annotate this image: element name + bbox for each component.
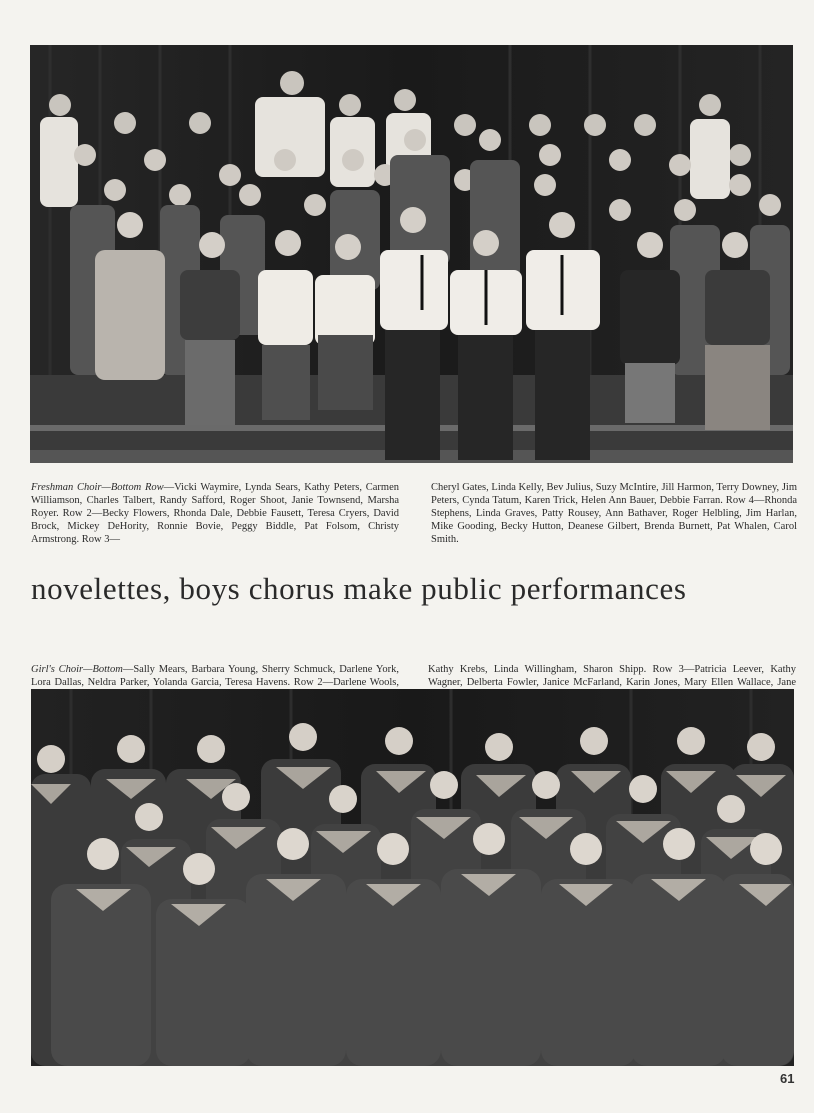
girls-choir-caption-lead: Girl's Choir—Bottom — [31, 663, 123, 675]
freshman-choir-photo — [30, 45, 793, 463]
girls-choir-photo-graphic — [31, 689, 794, 1066]
girls-choir-caption-right: Kathy Krebs, Linda Willingham, Sharon Shipp. Row 3—Patricia Leever, Kathy Wagner, Delberta Fowler, Janice McFarland, Karin Jones, Mary Ellen Wallace, Jane — [428, 663, 796, 688]
page-headline: novelettes, boys chorus make public performances — [31, 571, 687, 606]
page-number: 61 — [780, 1071, 795, 1086]
girls-choir-caption-names: —Sally Mears, Barbara Young, Sherry Schmuck, Darlene York, Lora Dallas, Neldra Parker, Yolanda Garcia, Teresa Havens. Row 2—Darlene Wools, — [31, 663, 399, 688]
freshman-choir-caption-lead: Freshman Choir—Bottom Row — [31, 481, 164, 493]
freshman-choir-caption-names: —Vicki Waymire, Lynda Sears, Kathy Peters, Carmen Williamson, Charles Talbert, Randy Safford, Roger Shoot, Janie Townsend, Marsha Royer. Row 2—Becky Flowers, Rhonda Dale, Debbie Fausett, Teresa Cryers, David Brock, Mickey DeHority, Ronnie Bovie, Peggy Biddle, Pat Folsom, Christy Armstrong. Row 3— — [31, 481, 399, 545]
freshman-choir-caption-right: Cheryl Gates, Linda Kelly, Bev Julius, Suzy McIntire, Jill Harmon, Terry Downey, Jim Peters, Cynda Tatum, Karen Trick, Helen Ann Bauer, Debbie Farran. Row 4—Rhonda Stephens, Linda Graves, Patty Rousey, Ann Bathaver, Roger Helbling, Jim Harlan, Mike Gooding, Becky Hutton, Deanese Gilbert, Brenda Burnett, Pat Whalen, Carol Smith. — [431, 481, 797, 545]
freshman-choir-caption-left — [31, 481, 399, 546]
freshman-choir-photo-graphic — [30, 45, 793, 463]
girls-choir-photo — [31, 689, 794, 1066]
